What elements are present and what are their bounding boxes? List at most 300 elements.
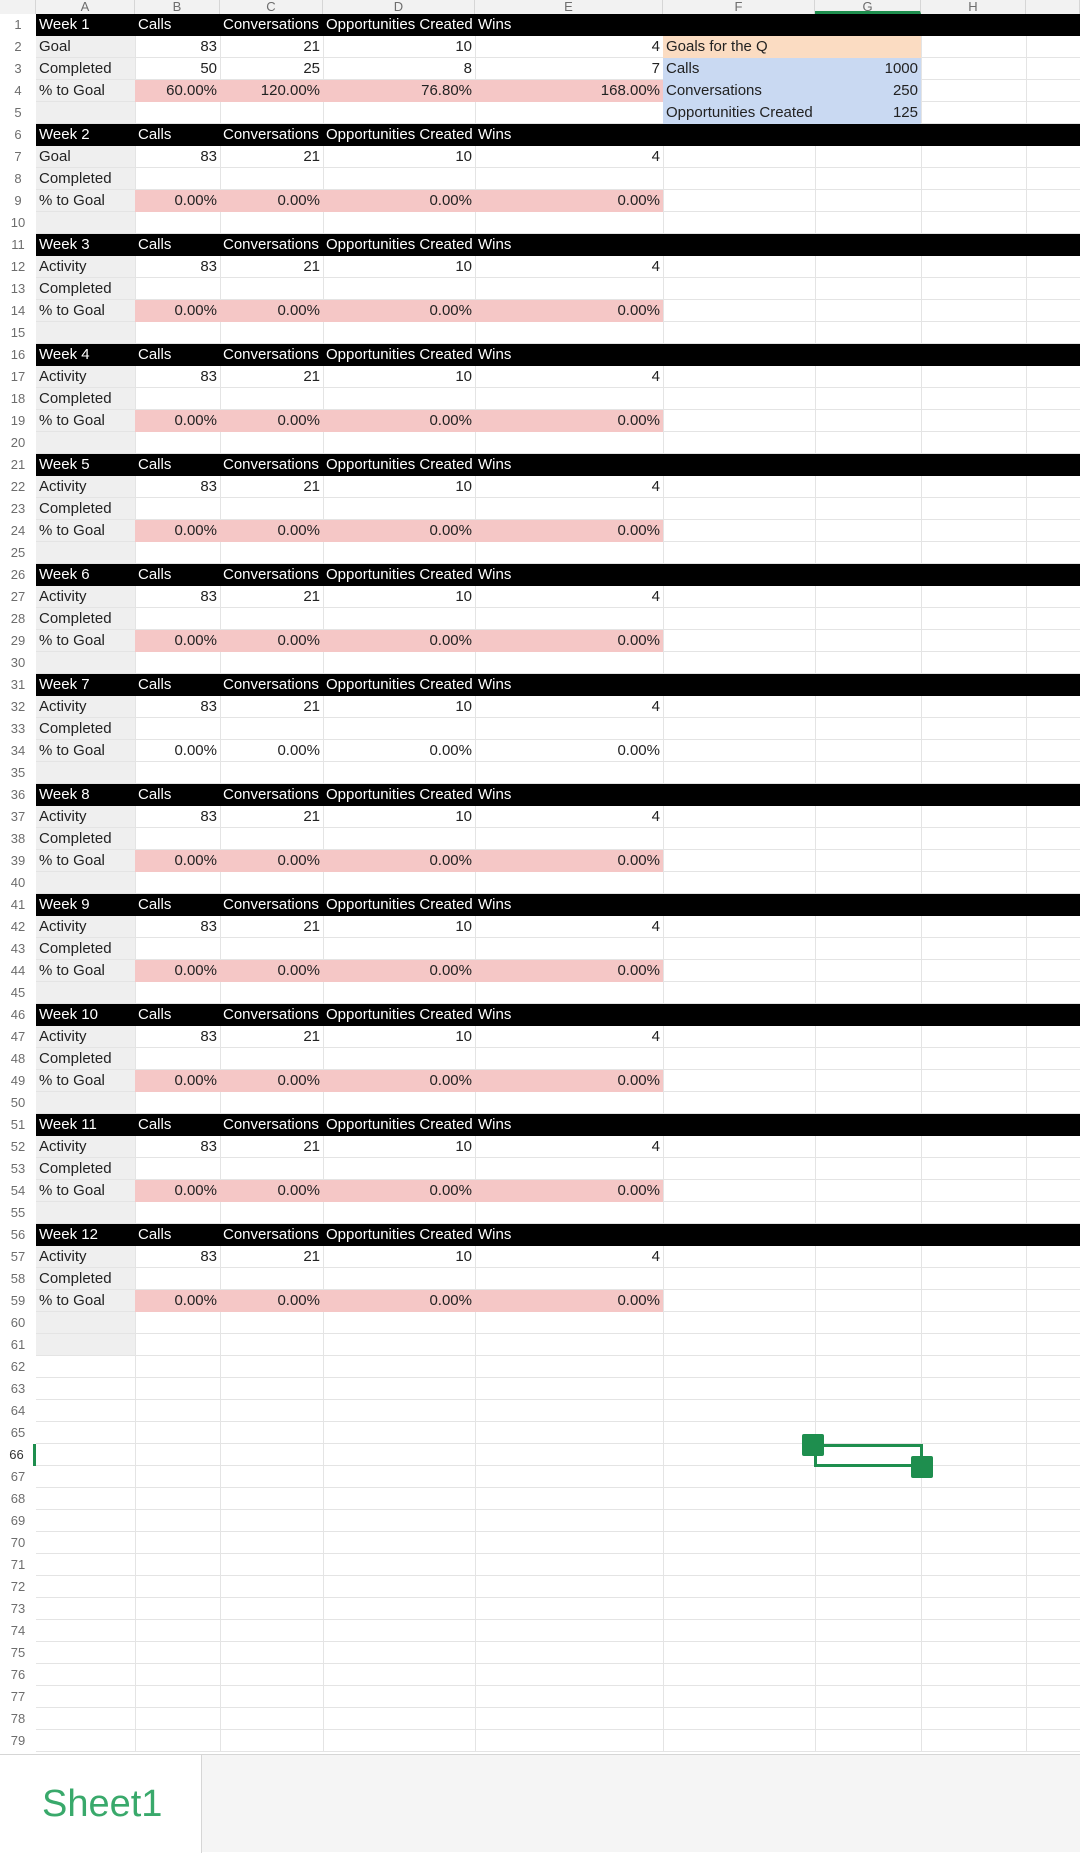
week-title[interactable]: Week 11	[39, 1116, 97, 1133]
row-number[interactable]: 2	[0, 36, 36, 58]
pct-row-label[interactable]: % to Goal	[39, 632, 105, 649]
goal-cell[interactable]: 4	[651, 588, 660, 605]
completed-cell[interactable]	[323, 718, 475, 740]
goal-cell[interactable]: 83	[200, 588, 217, 605]
row-number[interactable]: 61	[0, 1334, 36, 1356]
goal-cell[interactable]: 4	[651, 368, 660, 385]
completed-cell[interactable]	[135, 938, 220, 960]
row-number[interactable]: 59	[0, 1290, 36, 1312]
goal-cell[interactable]: 21	[303, 1028, 320, 1045]
column-header-h[interactable]: H	[921, 0, 1026, 14]
pct-row-label[interactable]: % to Goal	[39, 1182, 105, 1199]
pct-cell[interactable]: 0.00%	[429, 1292, 472, 1309]
goal-row-label[interactable]: Goal	[39, 148, 71, 165]
completed-cell[interactable]	[135, 1268, 220, 1290]
pct-cell[interactable]: 0.00%	[277, 412, 320, 429]
row-number[interactable]: 22	[0, 476, 36, 498]
completed-row-label[interactable]: Completed	[39, 830, 112, 847]
column-label-calls[interactable]: Calls	[138, 126, 172, 143]
completed-row-label[interactable]: Completed	[39, 720, 112, 737]
completed-cell[interactable]	[220, 1158, 323, 1180]
column-label-conversations[interactable]: Conversations	[223, 126, 319, 143]
goal-value[interactable]: 125	[892, 104, 918, 121]
completed-row-label[interactable]: Completed	[39, 60, 112, 77]
pct-cell[interactable]: 0.00%	[277, 962, 320, 979]
pct-cell[interactable]: 0.00%	[617, 522, 660, 539]
week-title[interactable]: Week 10	[39, 1006, 98, 1023]
goal-cell[interactable]: 21	[303, 478, 320, 495]
completed-cell[interactable]	[475, 498, 663, 520]
pct-row-label[interactable]: % to Goal	[39, 522, 105, 539]
column-label-wins[interactable]: Wins	[478, 566, 512, 583]
pct-cell[interactable]: 0.00%	[429, 302, 472, 319]
pct-cell[interactable]: 168.00%	[600, 82, 660, 99]
week-title[interactable]: Week 3	[39, 236, 90, 253]
completed-cell[interactable]	[475, 1268, 663, 1290]
pct-cell[interactable]: 0.00%	[174, 192, 217, 209]
goal-cell[interactable]: 4	[651, 38, 660, 55]
completed-row-label[interactable]: Completed	[39, 280, 112, 297]
row-number[interactable]: 67	[0, 1466, 36, 1488]
column-label-wins[interactable]: Wins	[478, 456, 512, 473]
column-label-calls[interactable]: Calls	[138, 676, 172, 693]
pct-cell[interactable]: 0.00%	[429, 1182, 472, 1199]
week-title[interactable]: Week 12	[39, 1226, 98, 1243]
column-label-conversations[interactable]: Conversations	[223, 1116, 319, 1133]
goal-cell[interactable]: 21	[303, 588, 320, 605]
pct-cell[interactable]: 0.00%	[617, 962, 660, 979]
completed-row-label[interactable]: Completed	[39, 1160, 112, 1177]
row-number[interactable]: 50	[0, 1092, 36, 1114]
goal-cell[interactable]: 10	[455, 478, 472, 495]
completed-cell[interactable]	[135, 1158, 220, 1180]
row-number[interactable]: 75	[0, 1642, 36, 1664]
column-label-calls[interactable]: Calls	[138, 16, 172, 33]
pct-cell[interactable]: 0.00%	[174, 962, 217, 979]
week-title[interactable]: Week 1	[39, 16, 90, 33]
completed-cell[interactable]	[323, 1048, 475, 1070]
column-label-calls[interactable]: Calls	[138, 896, 172, 913]
completed-cell[interactable]	[475, 388, 663, 410]
pct-cell[interactable]: 0.00%	[174, 852, 217, 869]
row-number[interactable]: 1	[0, 14, 36, 36]
column-label-conversations[interactable]: Conversations	[223, 566, 319, 583]
column-label-calls[interactable]: Calls	[138, 1116, 172, 1133]
row-number[interactable]: 76	[0, 1664, 36, 1686]
pct-cell[interactable]: 0.00%	[174, 522, 217, 539]
row-number[interactable]: 52	[0, 1136, 36, 1158]
goal-cell[interactable]: 4	[651, 698, 660, 715]
row-number[interactable]: 3	[0, 58, 36, 80]
pct-cell[interactable]: 0.00%	[174, 1072, 217, 1089]
row-number[interactable]: 48	[0, 1048, 36, 1070]
completed-cell[interactable]	[323, 168, 475, 190]
column-header-a[interactable]: A	[36, 0, 135, 14]
column-label-wins[interactable]: Wins	[478, 236, 512, 253]
pct-row-label[interactable]: % to Goal	[39, 962, 105, 979]
row-number[interactable]: 79	[0, 1730, 36, 1752]
row-number[interactable]: 34	[0, 740, 36, 762]
column-label-opportunities[interactable]: Opportunities Created	[326, 236, 473, 253]
row-number[interactable]: 65	[0, 1422, 36, 1444]
pct-cell[interactable]: 0.00%	[174, 1182, 217, 1199]
pct-row-label[interactable]: % to Goal	[39, 82, 105, 99]
pct-cell[interactable]: 0.00%	[174, 1292, 217, 1309]
row-number[interactable]: 57	[0, 1246, 36, 1268]
column-label-opportunities[interactable]: Opportunities Created	[326, 1226, 473, 1243]
column-label-conversations[interactable]: Conversations	[223, 896, 319, 913]
pct-cell[interactable]: 0.00%	[174, 302, 217, 319]
selection-handle-start[interactable]	[802, 1434, 824, 1456]
completed-cell[interactable]	[220, 168, 323, 190]
goal-cell[interactable]: 83	[200, 1248, 217, 1265]
row-number[interactable]: 27	[0, 586, 36, 608]
row-number[interactable]: 74	[0, 1620, 36, 1642]
row-number[interactable]: 44	[0, 960, 36, 982]
row-number[interactable]: 55	[0, 1202, 36, 1224]
completed-cell[interactable]	[323, 828, 475, 850]
pct-cell[interactable]: 0.00%	[617, 192, 660, 209]
column-label-wins[interactable]: Wins	[478, 126, 512, 143]
goal-cell[interactable]: 83	[200, 918, 217, 935]
goal-cell[interactable]: 4	[651, 258, 660, 275]
goal-cell[interactable]: 83	[200, 698, 217, 715]
row-number[interactable]: 29	[0, 630, 36, 652]
completed-cell[interactable]: 7	[651, 60, 660, 77]
column-label-wins[interactable]: Wins	[478, 1226, 512, 1243]
pct-row-label[interactable]: % to Goal	[39, 1292, 105, 1309]
goal-cell[interactable]: 10	[455, 808, 472, 825]
column-header-f[interactable]: F	[663, 0, 815, 14]
pct-row-label[interactable]: % to Goal	[39, 852, 105, 869]
goal-label[interactable]: Calls	[666, 60, 700, 77]
row-number[interactable]: 20	[0, 432, 36, 454]
completed-cell[interactable]: 50	[200, 60, 217, 77]
row-number[interactable]: 68	[0, 1488, 36, 1510]
completed-cell[interactable]	[323, 1268, 475, 1290]
pct-cell[interactable]: 0.00%	[277, 1182, 320, 1199]
pct-cell[interactable]: 0.00%	[429, 962, 472, 979]
pct-cell[interactable]: 76.80%	[421, 82, 472, 99]
column-label-wins[interactable]: Wins	[478, 1116, 512, 1133]
row-number[interactable]: 17	[0, 366, 36, 388]
row-number[interactable]: 19	[0, 410, 36, 432]
completed-cell[interactable]	[475, 1158, 663, 1180]
pct-cell[interactable]: 0.00%	[429, 742, 472, 759]
column-label-opportunities[interactable]: Opportunities Created	[326, 566, 473, 583]
row-number[interactable]: 12	[0, 256, 36, 278]
row-number[interactable]: 45	[0, 982, 36, 1004]
pct-cell[interactable]: 0.00%	[277, 1072, 320, 1089]
row-number[interactable]: 58	[0, 1268, 36, 1290]
column-label-opportunities[interactable]: Opportunities Created	[326, 16, 473, 33]
pct-cell[interactable]: 0.00%	[617, 1072, 660, 1089]
row-number[interactable]: 77	[0, 1686, 36, 1708]
row-number[interactable]: 4	[0, 80, 36, 102]
row-number[interactable]: 73	[0, 1598, 36, 1620]
goal-cell[interactable]: 21	[303, 258, 320, 275]
pct-cell[interactable]: 0.00%	[277, 742, 320, 759]
completed-cell[interactable]	[135, 388, 220, 410]
column-label-opportunities[interactable]: Opportunities Created	[326, 456, 473, 473]
goal-cell[interactable]: 83	[200, 258, 217, 275]
column-label-conversations[interactable]: Conversations	[223, 16, 319, 33]
column-label-conversations[interactable]: Conversations	[223, 346, 319, 363]
goal-cell[interactable]: 21	[303, 148, 320, 165]
row-number[interactable]: 32	[0, 696, 36, 718]
completed-cell[interactable]	[220, 498, 323, 520]
column-label-wins[interactable]: Wins	[478, 16, 512, 33]
goal-row-label[interactable]: Activity	[39, 258, 87, 275]
completed-cell[interactable]	[475, 278, 663, 300]
completed-cell[interactable]	[220, 938, 323, 960]
goal-cell[interactable]: 83	[200, 478, 217, 495]
pct-cell[interactable]: 0.00%	[429, 522, 472, 539]
row-number[interactable]: 36	[0, 784, 36, 806]
row-number[interactable]: 51	[0, 1114, 36, 1136]
completed-row-label[interactable]: Completed	[39, 610, 112, 627]
goal-cell[interactable]: 4	[651, 1028, 660, 1045]
goal-cell[interactable]: 21	[303, 698, 320, 715]
row-number[interactable]: 46	[0, 1004, 36, 1026]
column-label-calls[interactable]: Calls	[138, 786, 172, 803]
completed-cell[interactable]	[323, 278, 475, 300]
column-header-e[interactable]: E	[475, 0, 663, 14]
week-title[interactable]: Week 7	[39, 676, 90, 693]
week-title[interactable]: Week 5	[39, 456, 90, 473]
pct-cell[interactable]: 0.00%	[429, 412, 472, 429]
completed-cell[interactable]	[135, 278, 220, 300]
goal-row-label[interactable]: Activity	[39, 808, 87, 825]
row-number[interactable]: 23	[0, 498, 36, 520]
pct-cell[interactable]: 60.00%	[166, 82, 217, 99]
pct-row-label[interactable]: % to Goal	[39, 412, 105, 429]
row-number[interactable]: 70	[0, 1532, 36, 1554]
column-label-opportunities[interactable]: Opportunities Created	[326, 786, 473, 803]
goal-row-label[interactable]: Activity	[39, 918, 87, 935]
row-number[interactable]: 33	[0, 718, 36, 740]
column-header-c[interactable]: C	[220, 0, 323, 14]
goal-cell[interactable]: 4	[651, 148, 660, 165]
row-number[interactable]: 7	[0, 146, 36, 168]
row-number[interactable]: 15	[0, 322, 36, 344]
pct-cell[interactable]: 0.00%	[617, 1292, 660, 1309]
goal-cell[interactable]: 10	[455, 1028, 472, 1045]
goal-cell[interactable]: 4	[651, 1138, 660, 1155]
goal-row-label[interactable]: Activity	[39, 478, 87, 495]
pct-cell[interactable]: 0.00%	[277, 522, 320, 539]
row-number[interactable]: 8	[0, 168, 36, 190]
row-number[interactable]: 38	[0, 828, 36, 850]
goal-cell[interactable]: 21	[303, 1248, 320, 1265]
column-label-conversations[interactable]: Conversations	[223, 786, 319, 803]
goal-cell[interactable]: 10	[455, 918, 472, 935]
goal-cell[interactable]: 21	[303, 918, 320, 935]
completed-cell[interactable]	[323, 938, 475, 960]
goal-cell[interactable]: 83	[200, 1028, 217, 1045]
pct-cell[interactable]: 0.00%	[429, 632, 472, 649]
completed-row-label[interactable]: Completed	[39, 940, 112, 957]
goal-row-label[interactable]: Activity	[39, 588, 87, 605]
goals-title[interactable]: Goals for the Q	[666, 38, 768, 55]
week-title[interactable]: Week 2	[39, 126, 90, 143]
pct-cell[interactable]: 120.00%	[260, 82, 320, 99]
column-label-opportunities[interactable]: Opportunities Created	[326, 126, 473, 143]
goal-row-label[interactable]: Activity	[39, 1248, 87, 1265]
goal-cell[interactable]: 4	[651, 918, 660, 935]
column-label-opportunities[interactable]: Opportunities Created	[326, 676, 473, 693]
row-number[interactable]: 42	[0, 916, 36, 938]
completed-cell[interactable]	[323, 1158, 475, 1180]
column-label-wins[interactable]: Wins	[478, 896, 512, 913]
row-number[interactable]: 41	[0, 894, 36, 916]
goal-cell[interactable]: 10	[455, 258, 472, 275]
column-label-conversations[interactable]: Conversations	[223, 676, 319, 693]
week-title[interactable]: Week 6	[39, 566, 90, 583]
column-label-conversations[interactable]: Conversations	[223, 456, 319, 473]
completed-row-label[interactable]: Completed	[39, 1270, 112, 1287]
row-number[interactable]: 43	[0, 938, 36, 960]
row-number[interactable]: 14	[0, 300, 36, 322]
goal-cell[interactable]: 10	[455, 148, 472, 165]
column-header-d[interactable]: D	[323, 0, 475, 14]
completed-cell[interactable]	[135, 168, 220, 190]
row-number[interactable]: 18	[0, 388, 36, 410]
row-number[interactable]: 49	[0, 1070, 36, 1092]
completed-cell[interactable]	[135, 498, 220, 520]
completed-cell[interactable]	[220, 828, 323, 850]
goal-cell[interactable]: 21	[303, 368, 320, 385]
row-number[interactable]: 63	[0, 1378, 36, 1400]
completed-row-label[interactable]: Completed	[39, 390, 112, 407]
row-number[interactable]: 5	[0, 102, 36, 124]
selection-handle-end[interactable]	[911, 1456, 933, 1478]
pct-cell[interactable]: 0.00%	[429, 852, 472, 869]
completed-cell[interactable]	[323, 608, 475, 630]
column-label-calls[interactable]: Calls	[138, 1006, 172, 1023]
row-number[interactable]: 60	[0, 1312, 36, 1334]
completed-cell[interactable]	[323, 388, 475, 410]
pct-cell[interactable]: 0.00%	[617, 302, 660, 319]
pct-cell[interactable]: 0.00%	[277, 1292, 320, 1309]
pct-cell[interactable]: 0.00%	[429, 192, 472, 209]
completed-cell[interactable]: 25	[303, 60, 320, 77]
goal-cell[interactable]: 10	[455, 1138, 472, 1155]
pct-cell[interactable]: 0.00%	[617, 852, 660, 869]
goal-cell[interactable]: 21	[303, 1138, 320, 1155]
completed-row-label[interactable]: Completed	[39, 500, 112, 517]
pct-cell[interactable]: 0.00%	[617, 1182, 660, 1199]
column-label-opportunities[interactable]: Opportunities Created	[326, 896, 473, 913]
row-number[interactable]: 9	[0, 190, 36, 212]
column-label-wins[interactable]: Wins	[478, 346, 512, 363]
goal-cell[interactable]: 10	[455, 1248, 472, 1265]
goal-value[interactable]: 250	[892, 82, 918, 99]
completed-cell[interactable]	[475, 608, 663, 630]
row-number[interactable]: 47	[0, 1026, 36, 1048]
completed-cell[interactable]	[135, 718, 220, 740]
completed-cell[interactable]	[475, 1048, 663, 1070]
row-number[interactable]: 25	[0, 542, 36, 564]
goal-cell[interactable]: 83	[200, 808, 217, 825]
pct-row-label[interactable]: % to Goal	[39, 742, 105, 759]
column-label-wins[interactable]: Wins	[478, 786, 512, 803]
week-title[interactable]: Week 4	[39, 346, 90, 363]
goal-row-label[interactable]: Activity	[39, 368, 87, 385]
column-label-opportunities[interactable]: Opportunities Created	[326, 346, 473, 363]
column-label-conversations[interactable]: Conversations	[223, 1226, 319, 1243]
goal-cell[interactable]: 4	[651, 808, 660, 825]
row-number[interactable]: 54	[0, 1180, 36, 1202]
column-label-opportunities[interactable]: Opportunities Created	[326, 1116, 473, 1133]
completed-cell[interactable]	[475, 828, 663, 850]
completed-cell[interactable]	[220, 608, 323, 630]
column-label-calls[interactable]: Calls	[138, 1226, 172, 1243]
row-number[interactable]: 69	[0, 1510, 36, 1532]
pct-row-label[interactable]: % to Goal	[39, 192, 105, 209]
goal-row-label[interactable]: Activity	[39, 1028, 87, 1045]
row-number[interactable]: 10	[0, 212, 36, 234]
goal-cell[interactable]: 4	[651, 1248, 660, 1265]
week-title[interactable]: Week 8	[39, 786, 90, 803]
goal-cell[interactable]: 10	[455, 38, 472, 55]
row-number[interactable]: 78	[0, 1708, 36, 1730]
row-number[interactable]: 56	[0, 1224, 36, 1246]
column-header-b[interactable]: B	[135, 0, 220, 14]
row-number[interactable]: 40	[0, 872, 36, 894]
column-label-calls[interactable]: Calls	[138, 566, 172, 583]
completed-row-label[interactable]: Completed	[39, 170, 112, 187]
column-header-g[interactable]: G	[815, 0, 921, 14]
goal-cell[interactable]: 21	[303, 38, 320, 55]
row-number[interactable]: 31	[0, 674, 36, 696]
goal-cell[interactable]: 10	[455, 698, 472, 715]
completed-cell[interactable]	[220, 718, 323, 740]
goal-cell[interactable]: 10	[455, 368, 472, 385]
pct-cell[interactable]: 0.00%	[277, 632, 320, 649]
row-number[interactable]: 13	[0, 278, 36, 300]
row-number[interactable]: 21	[0, 454, 36, 476]
goal-row-label[interactable]: Goal	[39, 38, 71, 55]
pct-cell[interactable]: 0.00%	[174, 742, 217, 759]
row-number[interactable]: 37	[0, 806, 36, 828]
completed-cell[interactable]	[135, 1048, 220, 1070]
pct-cell[interactable]: 0.00%	[617, 632, 660, 649]
goal-cell[interactable]: 10	[455, 588, 472, 605]
pct-cell[interactable]: 0.00%	[174, 412, 217, 429]
goal-row-label[interactable]: Activity	[39, 1138, 87, 1155]
completed-row-label[interactable]: Completed	[39, 1050, 112, 1067]
pct-row-label[interactable]: % to Goal	[39, 1072, 105, 1089]
row-number[interactable]: 28	[0, 608, 36, 630]
goal-row-label[interactable]: Activity	[39, 698, 87, 715]
completed-cell[interactable]	[220, 1268, 323, 1290]
sheet-tab-sheet1[interactable]: Sheet1	[0, 1755, 202, 1853]
row-number[interactable]: 24	[0, 520, 36, 542]
pct-cell[interactable]: 0.00%	[617, 412, 660, 429]
row-number[interactable]: 26	[0, 564, 36, 586]
completed-cell[interactable]	[475, 168, 663, 190]
goal-cell[interactable]: 21	[303, 808, 320, 825]
column-label-calls[interactable]: Calls	[138, 456, 172, 473]
goal-label[interactable]: Opportunities Created	[666, 104, 813, 121]
completed-cell[interactable]	[475, 938, 663, 960]
goal-cell[interactable]: 83	[200, 148, 217, 165]
row-number[interactable]: 66	[0, 1444, 36, 1466]
pct-row-label[interactable]: % to Goal	[39, 302, 105, 319]
row-number[interactable]: 30	[0, 652, 36, 674]
row-number[interactable]: 16	[0, 344, 36, 366]
